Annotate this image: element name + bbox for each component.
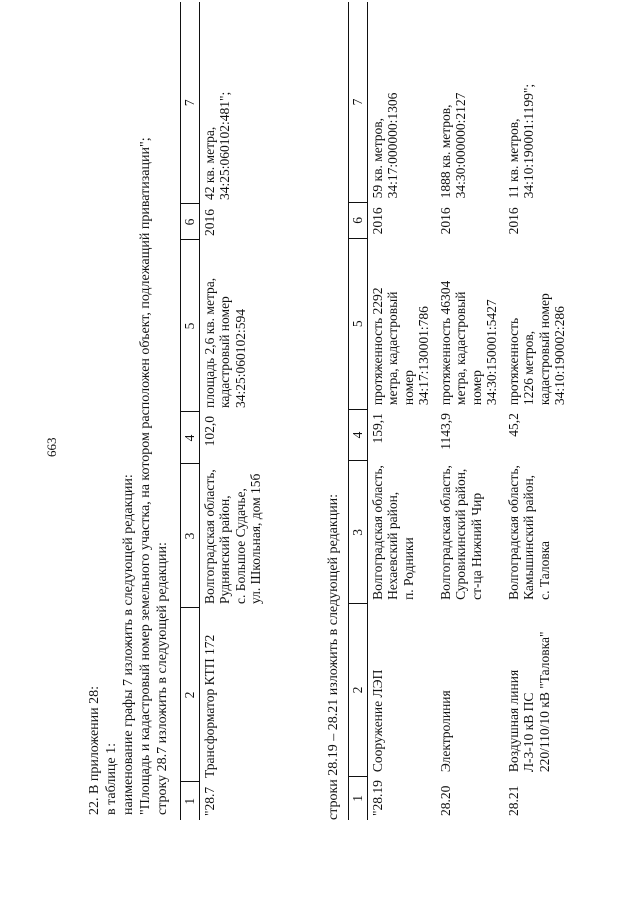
- land-plot-info: 42 кв. метра, 34:25:060102:481";: [201, 91, 232, 200]
- object-name: Сооружение ЛЭП: [369, 669, 385, 773]
- table-row-28-7: [180, 2, 268, 820]
- object-year: 2016: [505, 207, 521, 235]
- intro-line-5: строку 28.7 изложить в следующей редакции:: [155, 542, 170, 815]
- object-address: Волгоградская область, Камышинский район, с. Таловка: [505, 465, 552, 600]
- col-number-4: 4: [349, 409, 368, 461]
- section-2-heading: строки 28.19 – 28.21 изложить в следующей редакции:: [326, 493, 341, 820]
- col-number-5: 5: [349, 238, 368, 409]
- col-number-7: 7: [181, 2, 200, 204]
- table-row: [436, 2, 504, 820]
- intro-line-4: "Площадь и кадастровый номер земельного участка, на котором расположен объект, подлежащий приватизации";: [138, 137, 153, 815]
- table-row: [199, 2, 268, 820]
- intro-line-1: 22. В приложении 28:: [87, 685, 102, 815]
- row-number: 28.20: [437, 785, 453, 816]
- col-number-3: 3: [181, 464, 200, 608]
- row-number: 28.21: [505, 785, 521, 816]
- object-characteristics: протяженность 46304 метра, кадастровый номер 34:30:150001:5427: [437, 280, 499, 406]
- col-number-1: 1: [349, 776, 368, 820]
- col-number-6: 6: [349, 202, 368, 238]
- object-name: Воздушная линия Л-3-10 кВ ПС 220/110/10 кВ "Таловка": [505, 631, 552, 773]
- object-name: Трансформатор КТП 172: [201, 634, 217, 778]
- col-number-5: 5: [181, 240, 200, 412]
- object-address: Волгоградская область, Нехаевский район, п. Родники: [369, 465, 416, 600]
- object-value: 1143,9: [437, 413, 453, 450]
- col-number-3: 3: [349, 461, 368, 604]
- col-number-6: 6: [181, 204, 200, 240]
- object-year: 2016: [437, 207, 453, 235]
- row-number: "28.19: [369, 780, 385, 816]
- land-plot-info: 1888 кв. метров, 34:30:000000:2127: [437, 92, 468, 199]
- object-year: 2016: [369, 207, 385, 235]
- col-number-7: 7: [349, 2, 368, 202]
- table-row: [504, 2, 572, 820]
- table-row: [367, 2, 436, 820]
- col-number-2: 2: [181, 608, 200, 782]
- object-address: Волгоградская область, Суровикинский район, ст-ца Нижний Чир: [437, 465, 484, 600]
- object-value: 159,1: [369, 413, 385, 444]
- intro-line-3: наименование графы 7 изложить в следующей редакции:: [121, 474, 136, 815]
- row-number: "28.7: [201, 786, 217, 816]
- object-value: 102,0: [201, 416, 217, 447]
- object-year: 2016: [201, 209, 217, 236]
- object-name: Электролиния: [437, 690, 453, 773]
- column-number-row: [349, 2, 368, 820]
- col-number-4: 4: [181, 412, 200, 464]
- land-plot-info: 59 кв. метров, 34:17:000000:1306: [369, 92, 400, 199]
- column-number-row: [181, 2, 200, 820]
- object-characteristics: протяженность 2292 метра, кадастровый номер 34:17:130001:786: [369, 287, 431, 406]
- col-number-2: 2: [349, 604, 368, 776]
- table-rows-28-19-28-21: [348, 2, 572, 820]
- page-number: 663: [44, 437, 59, 457]
- col-number-1: 1: [181, 782, 200, 820]
- land-plot-info: 11 кв. метров, 34:10:190001:1199";: [505, 83, 536, 199]
- object-address: Волгоградская область, Руднянский район, с. Большое Судачье, ул. Школьная, дом 15б: [201, 469, 263, 604]
- object-characteristics: протяженность 1226 метров, кадастровый номер 34:10:190002:286: [505, 293, 567, 406]
- object-value: 45,2: [505, 413, 521, 437]
- object-characteristics: площадь 2,6 кв. метра, кадастровый номер 34:25:060102:594: [201, 277, 248, 408]
- intro-line-2: в таблице 1:: [104, 743, 119, 815]
